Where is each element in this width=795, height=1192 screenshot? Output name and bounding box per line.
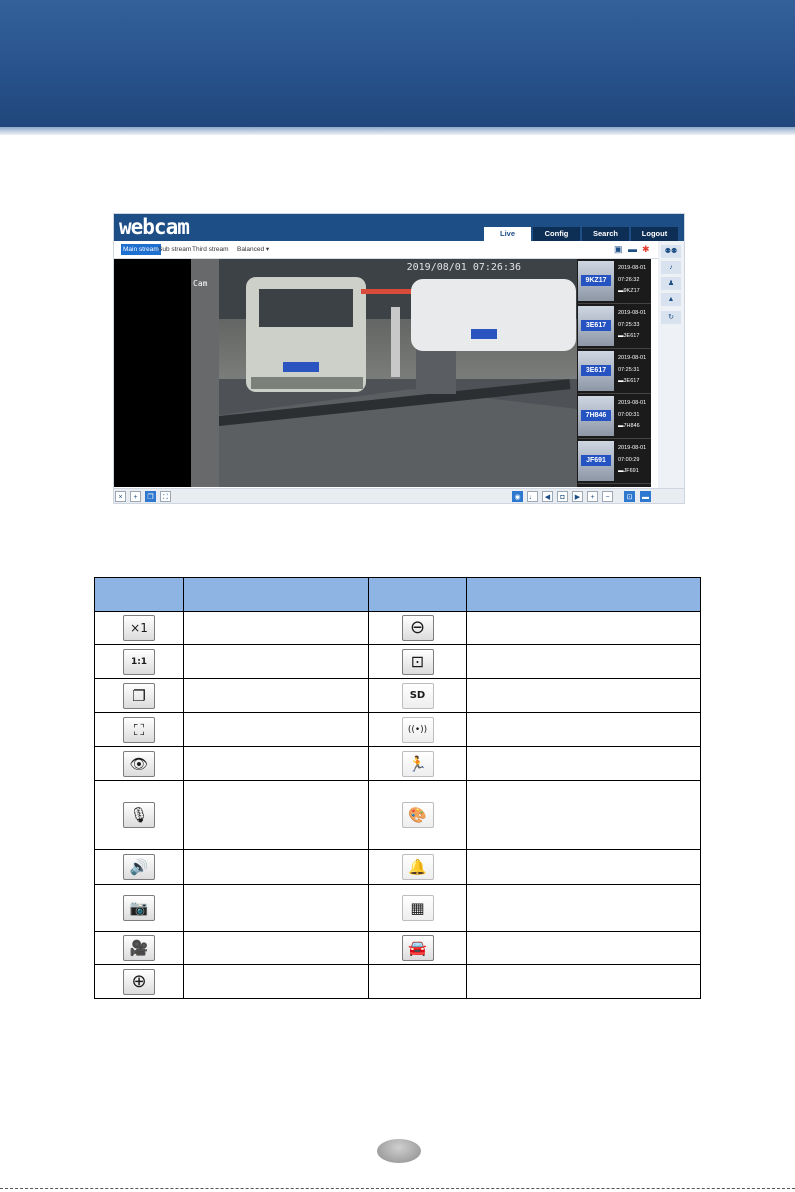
capture-plate-id: ▬7H846: [618, 423, 640, 429]
car-icon: ▬: [618, 378, 624, 384]
desc-cell: [184, 747, 369, 781]
capture-time: 07:00:31: [618, 412, 640, 418]
plate-text: 9KZ17: [581, 275, 611, 286]
desc-cell: [184, 932, 369, 965]
desc-cell: [467, 965, 701, 999]
full-screen-icon: ⛶: [123, 717, 155, 743]
record-video-icon: 🎥: [123, 935, 155, 961]
icon-table: [94, 577, 701, 999]
stream-mode-label: Balanced: [237, 246, 265, 253]
full-screen-icon[interactable]: ⛶: [160, 491, 171, 502]
target-zoom-icon[interactable]: ⊡: [624, 491, 635, 502]
multi-person-icon[interactable]: ⚉⚉: [661, 245, 681, 258]
watch-eye-icon: 👁: [123, 751, 155, 777]
plate-text: JF691: [581, 455, 611, 466]
plate-text: 3E617: [581, 320, 611, 331]
desc-cell: [467, 932, 701, 965]
icon-cell: [95, 713, 184, 747]
bell-icon[interactable]: ♪: [661, 261, 681, 274]
icon-cell: [369, 965, 467, 999]
capture-date: 2019-08-01: [618, 355, 647, 361]
icon-cell: [95, 747, 184, 781]
icon-cell: [369, 781, 467, 850]
capture-item[interactable]: [578, 439, 651, 484]
zoom-in-icon[interactable]: +: [587, 491, 598, 502]
table-row: [95, 612, 701, 645]
auto-fit-icon: ❐: [123, 683, 155, 709]
car-icon: ▬: [618, 288, 624, 294]
table-row: [95, 965, 701, 999]
capture-time: 07:26:32: [618, 277, 640, 283]
capture-plate-id: ▬3E617: [618, 333, 640, 339]
icon-cell: [95, 885, 184, 932]
icon-cell: [95, 781, 184, 850]
capture-plate-id: ▬3E617: [618, 378, 640, 384]
capture-date: 2019-08-01: [618, 310, 647, 316]
fit-correct-scale-icon[interactable]: +: [130, 491, 141, 502]
car-icon: ▬: [618, 423, 624, 429]
palette-icon: 🎨: [402, 802, 434, 828]
original-size-icon[interactable]: ×: [115, 491, 126, 502]
capture-list: [577, 259, 651, 487]
desc-cell: [467, 747, 701, 781]
table-row: [95, 713, 701, 747]
desc-cell: [467, 612, 701, 645]
table-header-row: [95, 578, 701, 612]
sub-stream-button[interactable]: Sub stream: [158, 246, 192, 253]
desc-cell: [184, 850, 369, 885]
table-row: [95, 679, 701, 713]
tab-logout[interactable]: Logout: [631, 227, 678, 241]
capture-plate-id: ▬JF691: [618, 468, 639, 474]
car-icon: ▬: [618, 468, 624, 474]
tab-config[interactable]: Config: [533, 227, 580, 241]
desc-cell: [184, 679, 369, 713]
zoom-out-icon[interactable]: −: [602, 491, 613, 502]
auto-fit-icon[interactable]: ❐: [145, 491, 156, 502]
tab-live[interactable]: Live: [484, 227, 531, 241]
capture-item[interactable]: [578, 349, 651, 394]
app-logo: webcam: [119, 215, 189, 239]
side-panel: [658, 241, 684, 489]
icon-cell: [95, 850, 184, 885]
header-icon-col-2: [369, 578, 467, 612]
stream-bar: [114, 241, 684, 259]
table-row: [95, 645, 701, 679]
osd-camera-name: Cam: [193, 279, 208, 288]
capture-date: 2019-08-01: [618, 265, 647, 271]
video-area[interactable]: [114, 259, 651, 487]
desc-cell: [467, 885, 701, 932]
speaker-icon[interactable]: ◀: [542, 491, 553, 502]
table-row: [95, 850, 701, 885]
desc-cell: [184, 713, 369, 747]
snapshot-camera-icon[interactable]: ◘: [557, 491, 568, 502]
app-header: [114, 214, 684, 241]
icon-cell: [95, 612, 184, 645]
target-zoom-icon: ⊡: [402, 649, 434, 675]
table-row: [95, 885, 701, 932]
scene-illustration: [191, 259, 577, 487]
refresh-icon[interactable]: ↻: [661, 311, 681, 324]
snapshot-camera-icon: 📷: [123, 895, 155, 921]
desc-cell: [184, 885, 369, 932]
desc-cell: [467, 679, 701, 713]
plate-snapshot: [578, 261, 614, 301]
vehicle-icon: 🚘: [402, 935, 434, 961]
bottom-rule: [0, 1188, 795, 1189]
live-view-screenshot: [113, 213, 685, 504]
bell-icon: 🔔: [402, 854, 434, 880]
header-desc-col-1: [184, 578, 369, 612]
icon-cell: [369, 679, 467, 713]
icon-cell: [95, 965, 184, 999]
capture-plate-id: ▬9KZ17: [618, 288, 640, 294]
icon-cell: [369, 932, 467, 965]
third-stream-button[interactable]: Third stream: [192, 246, 229, 253]
plate-snapshot: [578, 396, 614, 436]
camera-scene: [191, 259, 577, 487]
capture-time: 07:25:33: [618, 322, 640, 328]
table-row: [95, 932, 701, 965]
icon-cell: [369, 713, 467, 747]
fit-correct-scale-icon: 1:1: [123, 649, 155, 675]
capture-item[interactable]: [578, 304, 651, 349]
stream-mode-select[interactable]: [237, 244, 269, 255]
main-tabs: [482, 227, 678, 241]
zoom-in-icon: ⊕: [123, 969, 155, 995]
icon-cell: [95, 645, 184, 679]
motion-person-icon: 🏃: [402, 751, 434, 777]
header-band-edge: [0, 127, 795, 135]
header-desc-col-2: [467, 578, 701, 612]
car-icon: ▬: [618, 333, 624, 339]
icon-cell: [369, 612, 467, 645]
table-row: [95, 781, 701, 850]
record-icon[interactable]: ▣: [614, 244, 623, 254]
page-number-oval: [377, 1139, 421, 1163]
capture-date: 2019-08-01: [618, 445, 647, 451]
desc-cell: [184, 645, 369, 679]
header-icon-col-1: [95, 578, 184, 612]
capture-time: 07:25:31: [618, 367, 640, 373]
capture-time: 07:00:29: [618, 457, 640, 463]
desc-cell: [467, 781, 701, 850]
icon-cell: [369, 645, 467, 679]
desc-cell: [467, 850, 701, 885]
plate-text: 7H846: [581, 410, 611, 421]
plate-snapshot: [578, 351, 614, 391]
plate-snapshot: [578, 441, 614, 481]
icon-cell: [95, 679, 184, 713]
desc-cell: [184, 781, 369, 850]
capture-item[interactable]: [578, 259, 651, 304]
person-icon[interactable]: ✱: [642, 244, 650, 254]
vehicle-icon[interactable]: ▬: [640, 491, 651, 502]
plate-text: 3E617: [581, 365, 611, 376]
capture-item[interactable]: [578, 394, 651, 439]
table-row: [95, 747, 701, 781]
person-icon[interactable]: ♟: [661, 277, 681, 290]
icon-cell: [369, 885, 467, 932]
desc-cell: [467, 713, 701, 747]
sensor-alarm-icon: ((•)): [402, 717, 434, 743]
original-size-icon: ×1: [123, 615, 155, 641]
main-stream-button[interactable]: Main stream: [123, 246, 159, 253]
zoom-out-icon: ⊖: [402, 615, 434, 641]
osd-timestamp: 2019/08/01 07:26:36: [406, 262, 521, 273]
icon-cell: [95, 932, 184, 965]
tab-search[interactable]: Search: [582, 227, 629, 241]
desc-cell: [467, 645, 701, 679]
vehicle-icon[interactable]: ▬: [628, 244, 637, 254]
record-video-icon[interactable]: ▶: [572, 491, 583, 502]
mountain-icon[interactable]: ▲: [661, 293, 681, 306]
sd-card-record-icon: SD: [402, 683, 434, 709]
bottom-toolbar: [114, 488, 684, 504]
desc-cell: [184, 965, 369, 999]
chevron-down-icon: ▾: [265, 246, 270, 253]
plate-snapshot: [578, 306, 614, 346]
speaker-icon: 🔊: [123, 854, 155, 880]
icon-cell: [369, 747, 467, 781]
capture-date: 2019-08-01: [618, 400, 647, 406]
header-band: [0, 0, 795, 127]
icon-cell: [369, 850, 467, 885]
watch-eye-icon[interactable]: ◉: [512, 491, 523, 502]
mosaic-icon: ▦: [402, 895, 434, 921]
desc-cell: [184, 612, 369, 645]
microphone-icon[interactable]: ♩: [527, 491, 538, 502]
microphone-icon: 🎙: [123, 802, 155, 828]
